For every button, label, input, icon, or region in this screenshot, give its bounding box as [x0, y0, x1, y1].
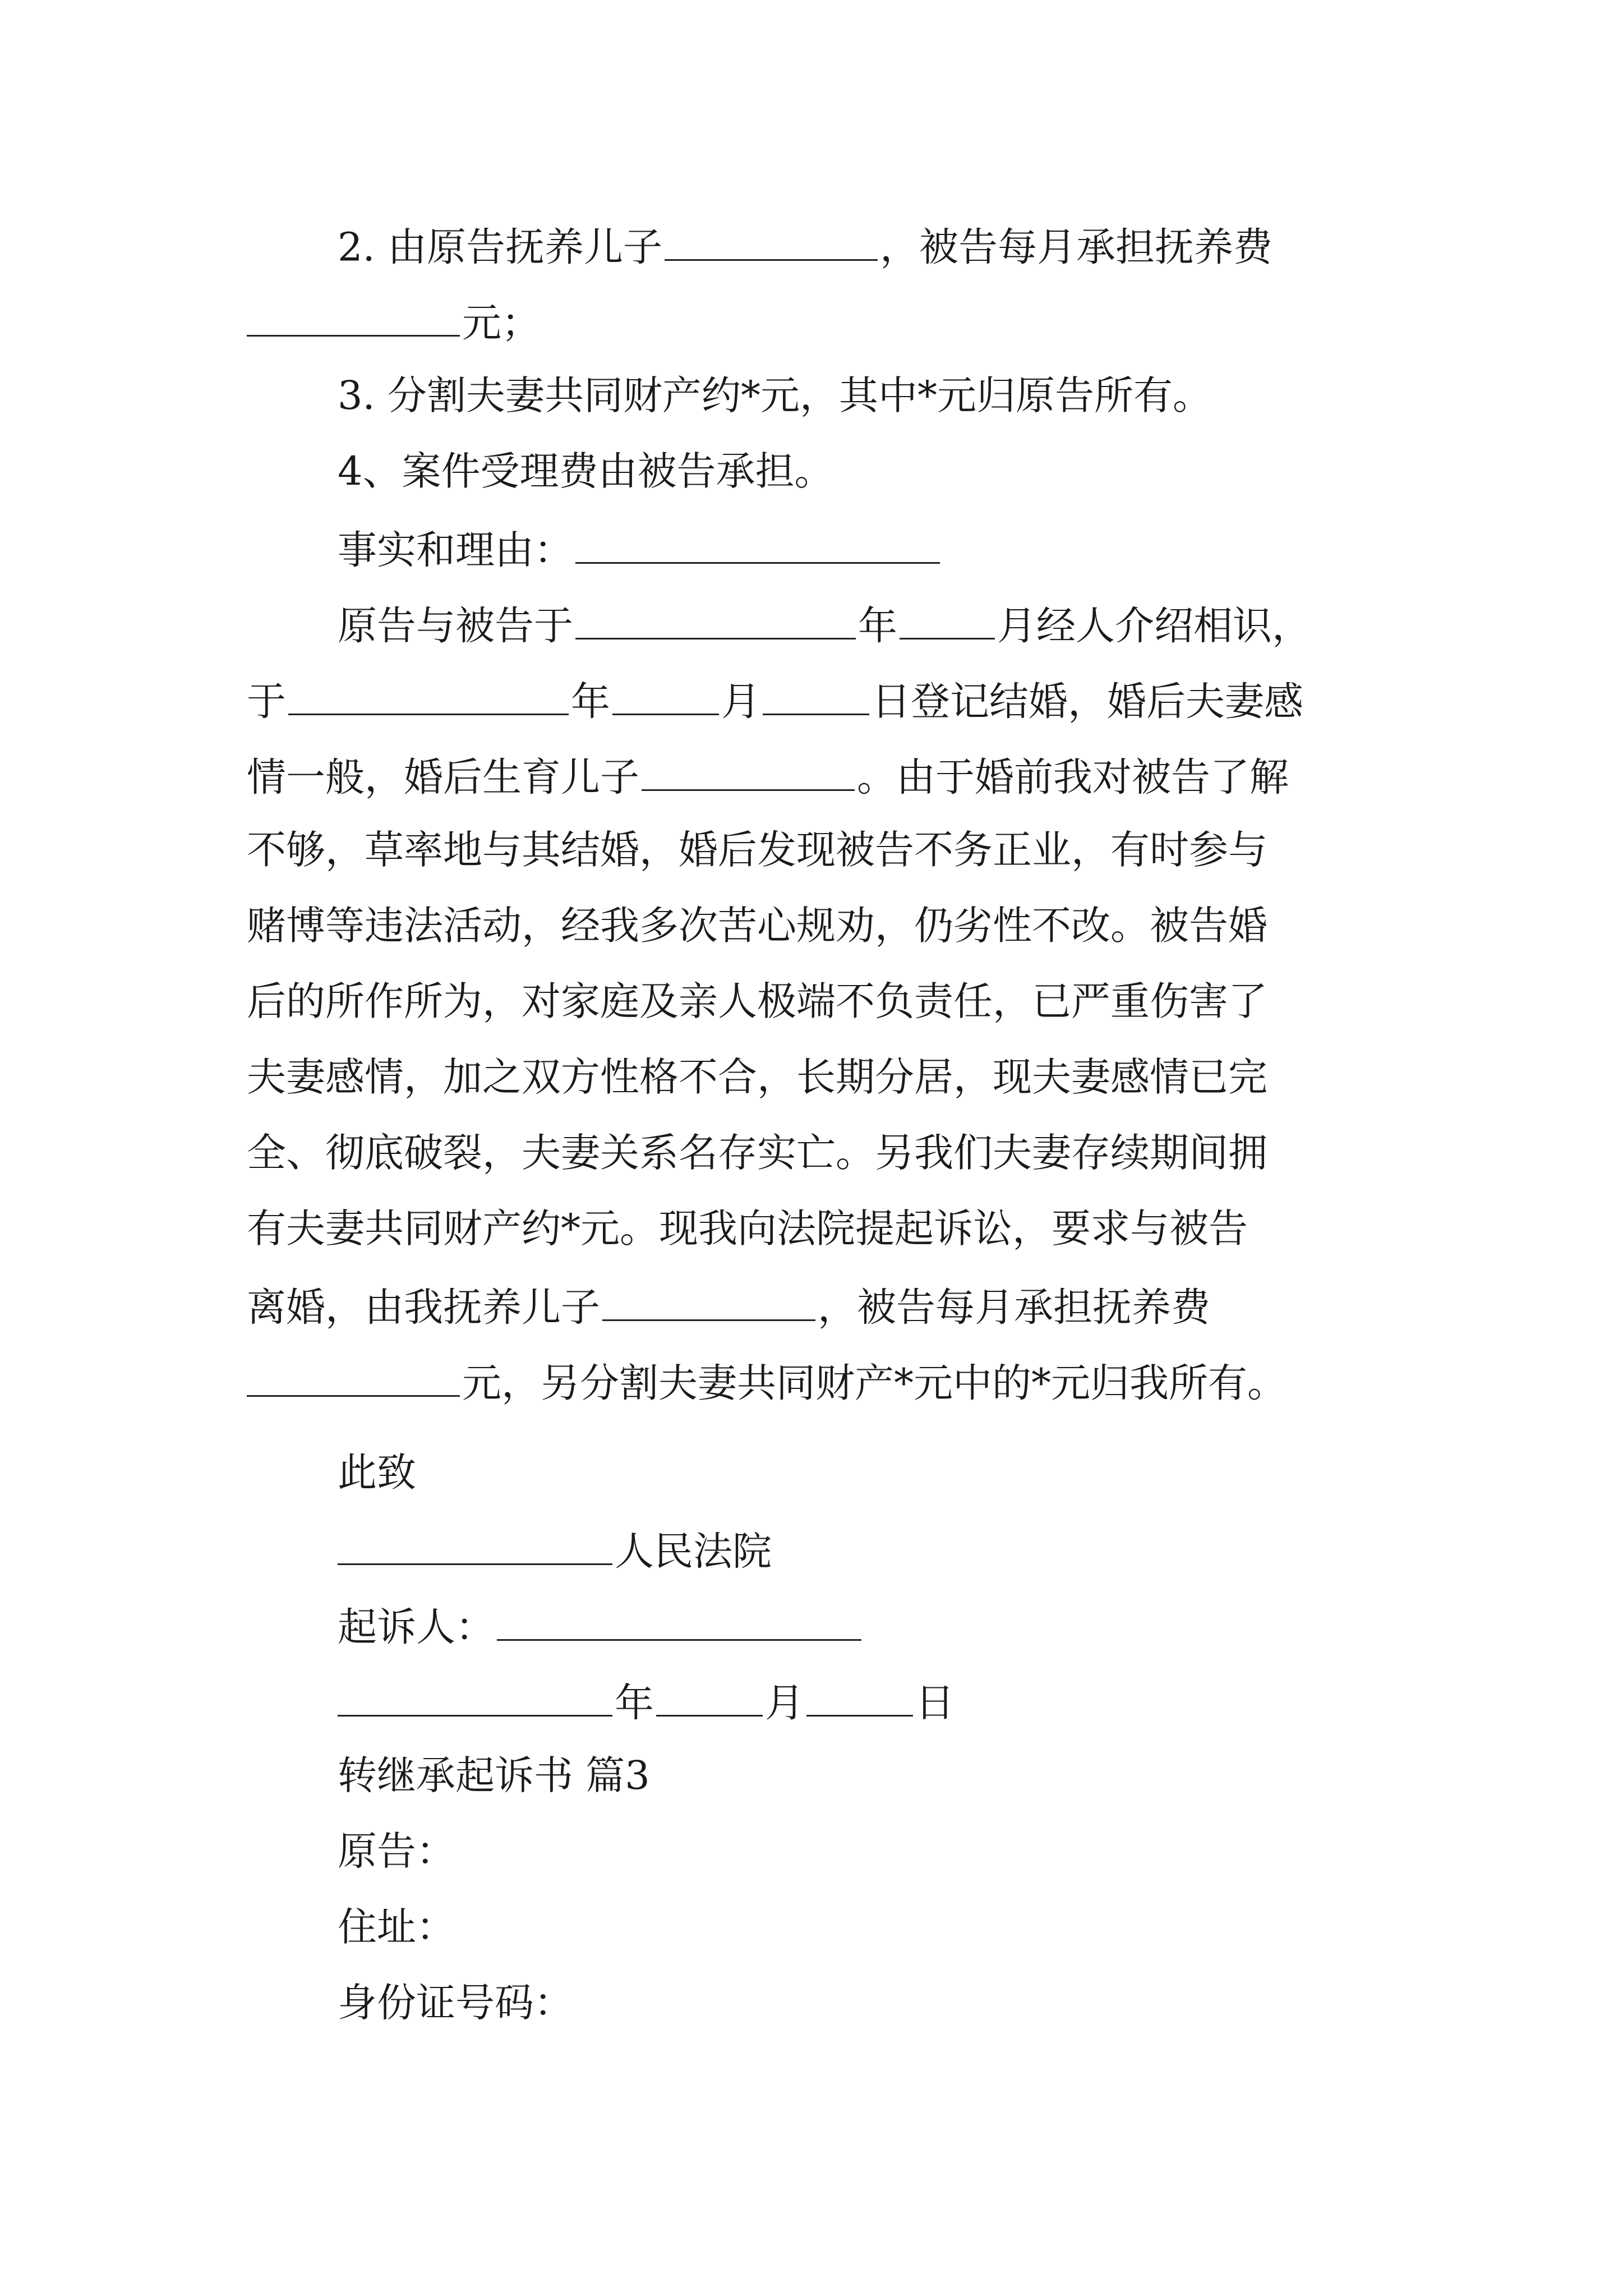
blank-facts: [575, 527, 940, 564]
request-item-2-cont: [247, 300, 541, 346]
item2-text-b: ，被告每月承担抚养费: [880, 224, 1273, 270]
item2-text-c: 元；: [462, 300, 541, 346]
item2-text-a: 2. 由原告抚养儿子: [338, 224, 663, 270]
facts-line-2: [247, 678, 1303, 725]
facts-heading-label: 事实和理由：: [338, 527, 573, 573]
facts-p2-b: 年: [571, 678, 610, 725]
facts-line-7: 夫妻感情，加之双方性格不合，长期分居，现夫妻感情已完: [247, 1054, 1267, 1100]
blank-marriage-day: [763, 679, 869, 715]
date-day-label: 日: [915, 1680, 955, 1726]
date-year-label: 年: [615, 1680, 654, 1726]
facts-p1-c: 月经人介绍相识，: [997, 602, 1311, 649]
facts-p10-a: 离婚，由我抚养儿子: [247, 1284, 600, 1331]
blank-date-day: [806, 1680, 913, 1717]
facts-p10-b: ，被告每月承担抚养费: [818, 1284, 1210, 1331]
section-title: 转继承起诉书 篇3: [338, 1752, 650, 1798]
blank-date-month: [656, 1680, 763, 1717]
facts-line-8: 全、彻底破裂，夫妻关系名存实亡。另我们夫妻存续期间拥: [247, 1130, 1267, 1176]
request-item-3: 3. 分割夫妻共同财产约*元，其中*元归原告所有。: [338, 372, 1212, 418]
blank-meet-year: [575, 603, 856, 639]
plaintiff-signature-line: [338, 1604, 864, 1650]
facts-p2-a: 于: [247, 678, 286, 725]
id-number-field: 身份证号码：: [338, 1980, 573, 2026]
court-line: [338, 1528, 772, 1575]
facts-p2-c: 月: [721, 678, 760, 725]
facts-p11: 元，另分割夫妻共同财产*元中的*元归我所有。: [462, 1360, 1287, 1406]
address-field: 住址：: [338, 1904, 455, 1950]
plaintiff-field: 原告：: [338, 1828, 455, 1874]
blank-son-name-2: [642, 754, 855, 791]
plaintiff-label: 起诉人：: [338, 1604, 495, 1650]
blank-support-amount: [247, 300, 460, 337]
facts-line-4: 不够，草率地与其结婚，婚后发现被告不务正业，有时参与: [247, 827, 1267, 873]
facts-p3-b: 。由于婚前我对被告了解: [857, 754, 1289, 800]
blank-meet-month: [900, 603, 995, 639]
facts-p1-a: 原告与被告于: [338, 602, 573, 649]
facts-line-9: 有夫妻共同财产约*元。现我向法院提起诉讼，要求与被告: [247, 1205, 1248, 1251]
facts-line-10: [247, 1284, 1210, 1331]
blank-court-name: [338, 1529, 612, 1565]
blank-date-year: [338, 1680, 612, 1717]
request-item-4: 4、案件受理费由被告承担。: [338, 448, 834, 494]
blank-son-name: [665, 224, 878, 261]
blank-support-amount-2: [247, 1360, 460, 1397]
facts-line-6: 后的所作所为，对家庭及亲人极端不负责任，已严重伤害了: [247, 978, 1267, 1024]
facts-line-11: [247, 1360, 1287, 1406]
facts-heading: [338, 527, 942, 573]
facts-p2-d: 日登记结婚，婚后夫妻感: [872, 678, 1303, 725]
facts-line-5: 赌博等违法活动，经我多次苦心规劝，仍劣性不改。被告婚: [247, 903, 1267, 949]
facts-p3-a: 情一般，婚后生育儿子: [247, 754, 639, 800]
court-label: 人民法院: [615, 1528, 772, 1575]
facts-line-3: [247, 754, 1289, 800]
date-month-label: 月: [765, 1680, 804, 1726]
blank-plaintiff-signature: [497, 1604, 861, 1641]
blank-marriage-year: [288, 679, 569, 715]
facts-line-1: [338, 602, 1311, 649]
blank-marriage-month: [612, 679, 719, 715]
blank-son-name-3: [602, 1285, 815, 1321]
request-item-2: [338, 224, 1273, 270]
salutation: 此致: [338, 1450, 416, 1496]
date-line: [338, 1680, 955, 1726]
facts-p1-b: 年: [858, 602, 897, 649]
